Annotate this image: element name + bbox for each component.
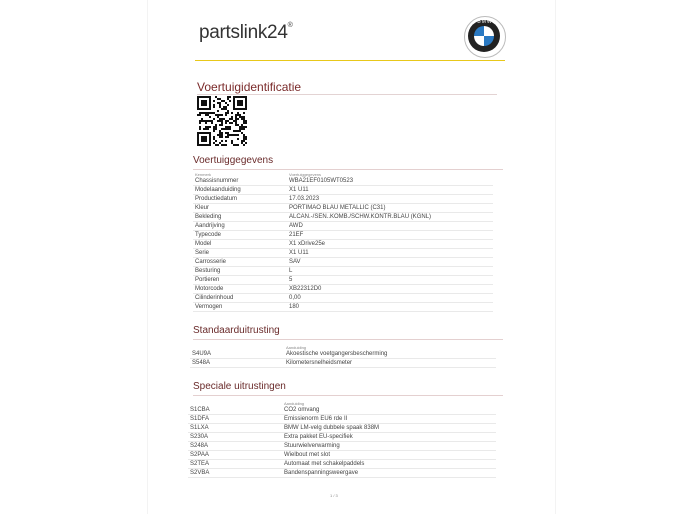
table-row: [193, 249, 493, 258]
row-label: S230A: [188, 433, 282, 442]
standard-equipment-heading: Standaarduitrusting: [193, 325, 280, 336]
table-row: [188, 451, 496, 460]
row-label: Vermogen: [193, 303, 287, 312]
row-value: X1 xDrive25e: [287, 240, 493, 249]
document-title: Voertuigidentificatie: [197, 80, 302, 94]
vehicle-data-heading: Voertuiggegevens: [193, 155, 274, 166]
column-header: Voertuiggegevens: [289, 171, 322, 177]
table-row: [193, 267, 493, 276]
table-row: [193, 303, 493, 312]
row-label: S1DFA: [188, 415, 282, 424]
row-label: S1LXA: [188, 424, 282, 433]
table-row: [193, 240, 493, 249]
logo-text: partslink24: [199, 22, 288, 43]
table-row: [188, 415, 496, 424]
row-value: SAV: [287, 258, 493, 267]
table-row: [188, 442, 496, 451]
row-label: Besturing: [193, 267, 287, 276]
vehicle-data-divider: [193, 169, 503, 170]
row-label: S2PAA: [188, 451, 282, 460]
row-value: WBA21EF0105WT0523: [287, 177, 493, 186]
table-row: [188, 424, 496, 433]
column-header: Kenmerk: [195, 171, 212, 177]
row-label: Motorcode: [193, 285, 287, 294]
column-header: Aanduiding: [284, 400, 305, 406]
row-value: 21EF: [287, 231, 493, 240]
row-label: S1CBA: [188, 406, 282, 415]
row-value: 180: [287, 303, 493, 312]
column-header: Aanduiding: [286, 344, 307, 350]
row-value: X1 U11: [287, 249, 493, 258]
row-value: Stuurwielverwarming: [282, 442, 496, 451]
table-row: [190, 359, 496, 368]
row-value: Extra pakket EU-specifiek: [282, 433, 496, 442]
row-value: 5: [287, 276, 493, 285]
table-row: [193, 222, 493, 231]
standard-equipment-divider: [193, 339, 503, 340]
row-value: XB22312D0: [287, 285, 493, 294]
row-label: Modelaanduiding: [193, 186, 287, 195]
row-label: Kleur: [193, 204, 287, 213]
bmw-logo-icon: [464, 16, 506, 58]
row-value: AWD: [287, 222, 493, 231]
table-row: [190, 350, 496, 359]
row-label: S4U9A: [190, 350, 284, 359]
row-value: 0,00: [287, 294, 493, 303]
table-row: [188, 469, 496, 478]
row-label: Typecode: [193, 231, 287, 240]
qr-code-icon: [197, 96, 247, 146]
row-value: CO2 omvang: [282, 406, 496, 415]
row-value: X1 U11: [287, 186, 493, 195]
table-row: [188, 406, 496, 415]
logo-registered-mark: ®: [287, 22, 293, 29]
row-value: ALCAN.-/SEN..KOMB./SCHW.KONTR.BLAU (KGNL): [287, 213, 493, 222]
row-value: PORTIMAO BLAU METALLIC (C31): [287, 204, 493, 213]
table-row: [193, 231, 493, 240]
table-row: [188, 433, 496, 442]
row-label: S548A: [190, 359, 284, 368]
row-label: S2TEA: [188, 460, 282, 469]
table-row: [193, 195, 493, 204]
row-label: Serie: [193, 249, 287, 258]
row-label: Model: [193, 240, 287, 249]
row-value: L: [287, 267, 493, 276]
special-equipment-table: [188, 400, 496, 478]
row-label: Chassisnummer: [193, 177, 287, 186]
table-row: [193, 204, 493, 213]
row-value: BMW LM-velg dubbele spaak 838M: [282, 424, 496, 433]
row-value: Akoestische voetgangersbescherming: [284, 350, 496, 359]
table-row: [193, 177, 493, 186]
row-label: Carrosserie: [193, 258, 287, 267]
table-row: [193, 285, 493, 294]
page-number: 1 / 3: [330, 493, 338, 498]
row-value: Kilometersnelheidsmeter: [284, 359, 496, 368]
row-value: Automaat met schakelpaddels: [282, 460, 496, 469]
table-row: [193, 258, 493, 267]
table-row: [188, 460, 496, 469]
standard-equipment-table: [190, 344, 496, 368]
special-equipment-divider: [193, 395, 503, 396]
row-label: Portieren: [193, 276, 287, 285]
row-label: S248A: [188, 442, 282, 451]
vehicle-data-table: [193, 171, 493, 312]
row-value: Bandenspanningsweergave: [282, 469, 496, 478]
row-label: Productiedatum: [193, 195, 287, 204]
special-equipment-heading: Speciale uitrustingen: [193, 381, 286, 392]
row-value: Wielbout met slot: [282, 451, 496, 460]
row-label: Aandrijving: [193, 222, 287, 231]
row-value: 17.03.2023: [287, 195, 493, 204]
table-row: [193, 186, 493, 195]
row-value: Emissienorm EU6 rde II: [282, 415, 496, 424]
title-divider: [197, 94, 497, 95]
row-label: Bekleding: [193, 213, 287, 222]
header-divider: [195, 60, 505, 61]
row-label: S2VBA: [188, 469, 282, 478]
table-row: [193, 294, 493, 303]
bmw-logo-label: BMW: [477, 19, 493, 25]
row-label: Cilinderinhoud: [193, 294, 287, 303]
partslink24-logo: [199, 22, 292, 44]
table-row: [193, 213, 493, 222]
bmw-logo-roundel: [474, 26, 494, 46]
table-row: [193, 276, 493, 285]
